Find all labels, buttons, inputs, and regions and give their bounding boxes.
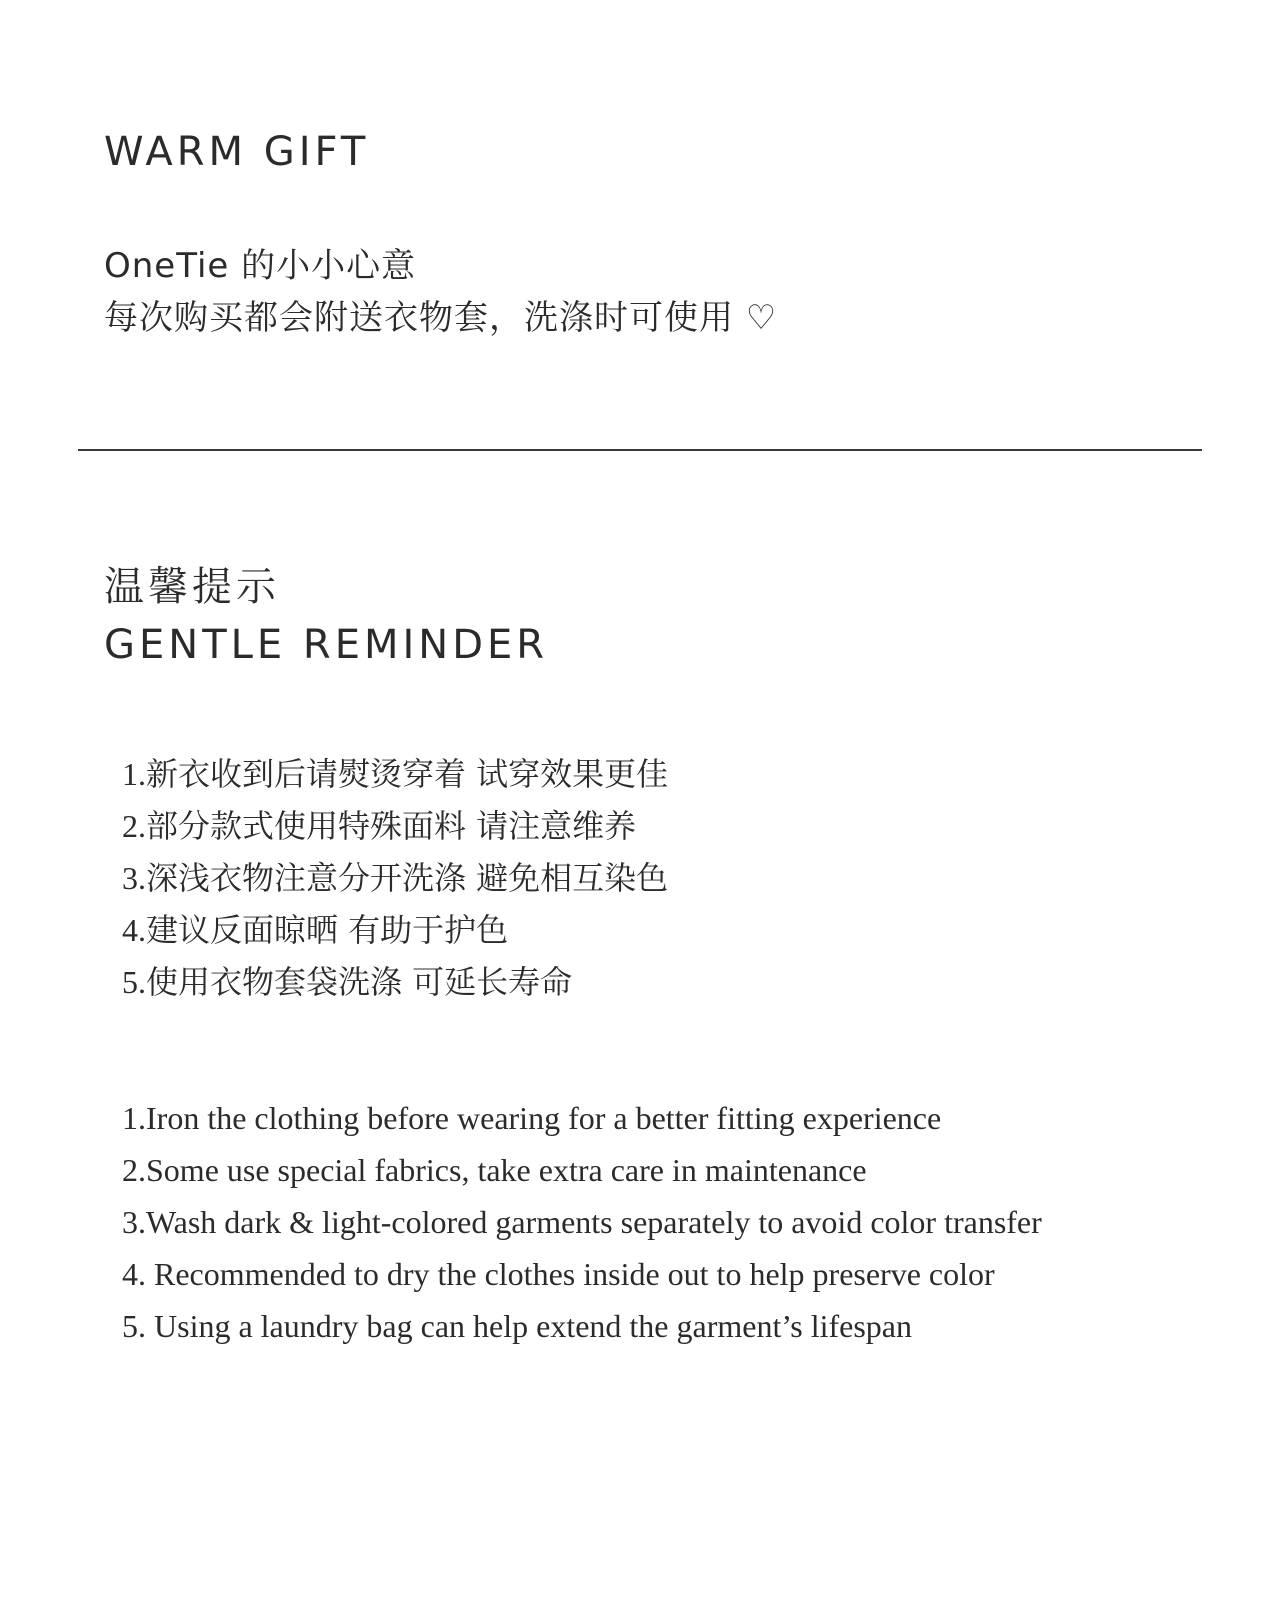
tip-number: 5.	[122, 1308, 146, 1344]
tip-item-en	[122, 1144, 1042, 1196]
tip-text: 部分款式使用特殊面料 请注意维养	[146, 807, 637, 845]
tip-item-zh	[122, 748, 668, 800]
tip-number: 4.	[122, 1256, 146, 1292]
tip-text: Some use special fabrics, take extra care in maintenance	[146, 1152, 867, 1188]
reminder-heading-en: GENTLE REMINDER	[104, 622, 549, 668]
tip-text: Iron the clothing before wearing for a better fitting experience	[146, 1100, 942, 1136]
tip-number: 1.	[122, 1100, 146, 1136]
section-divider	[78, 449, 1202, 451]
tips-list-en	[122, 1092, 1042, 1352]
tip-item-zh	[122, 956, 668, 1008]
tip-item-en	[122, 1300, 1042, 1352]
tip-item-en	[122, 1248, 1042, 1300]
tip-text: 新衣收到后请熨烫穿着 试穿效果更佳	[146, 755, 669, 793]
tip-item-en	[122, 1092, 1042, 1144]
tip-text: 深浅衣物注意分开洗涤 避免相互染色	[146, 859, 669, 897]
gift-line-2: 每次购买都会附送衣物套，洗涤时可使用 ♡	[104, 298, 778, 338]
tip-number: 5.	[122, 964, 146, 1000]
tip-text: Using a laundry bag can help extend the garment’s lifespan	[146, 1308, 912, 1344]
tip-text: Recommended to dry the clothes inside out to help preserve color	[146, 1256, 995, 1292]
tip-item-zh	[122, 800, 668, 852]
tip-text: 建议反面晾晒 有助于护色	[146, 911, 509, 949]
tip-number: 2.	[122, 808, 146, 844]
gift-description	[104, 240, 777, 344]
tip-number: 2.	[122, 1152, 146, 1188]
tip-number: 4.	[122, 912, 146, 948]
reminder-heading-zh: 温馨提示	[104, 564, 280, 610]
tip-text: Wash dark & light-colored garments separately to avoid color transfer	[146, 1204, 1042, 1240]
tip-number: 3.	[122, 860, 146, 896]
tip-number: 3.	[122, 1204, 146, 1240]
tip-item-zh	[122, 904, 668, 956]
tip-item-zh	[122, 852, 668, 904]
tip-item-en	[122, 1196, 1042, 1248]
warm-gift-heading: WARM GIFT	[104, 129, 370, 175]
tips-list-zh	[122, 748, 668, 1008]
reminder-heading	[104, 558, 548, 674]
tip-number: 1.	[122, 756, 146, 792]
tip-text: 使用衣物套袋洗涤 可延长寿命	[146, 963, 573, 1001]
gift-line-1: OneTie 的小小心意	[104, 246, 417, 286]
